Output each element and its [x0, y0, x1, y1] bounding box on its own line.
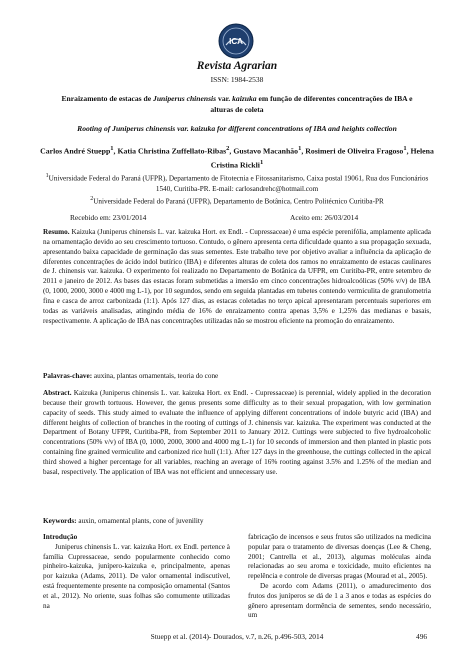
author: Carlos André Stuepp — [40, 146, 111, 156]
author-affil-mark: 1 — [110, 145, 114, 152]
keywords-pt — [43, 372, 431, 382]
abstract-paragraph — [43, 389, 431, 514]
article-title-pt — [50, 94, 424, 115]
author: , Rosimeri de Oliveira Fragoso — [301, 146, 404, 156]
intro-left-text: Juniperus chinensis L. var. kaizuka Hort. ex Endl. pertence à família Cupressaceae, sendo popularmente conhecido como pinheiro-kaizuka, junípero-kaizuka e, principalmente, apenas por kaizuka (Adams, 2011). De valor ornamental indiscutível, está frequentemente presente na composição ornamental (Santos et al., 2012). No oriente, suas folhas são comumente utilizadas na — [43, 542, 230, 610]
affiliation-2 — [40, 194, 434, 207]
affiliation-mark: 2 — [90, 195, 94, 202]
journal-title: Revista Agrarian — [196, 60, 278, 72]
author-list — [26, 143, 448, 170]
footer-citation: Stuepp et al. (2014)- Dourados, v.7, n.26, p.496-503, 2014 — [150, 632, 324, 641]
title-pt-part: em função de diferentes concentrações de IBA e alturas de coleta — [210, 94, 413, 114]
issn: ISSN: 1984-2538 — [210, 75, 264, 84]
affiliation-1 — [40, 171, 434, 194]
resumo-paragraph — [43, 228, 431, 359]
intro-right-text-2: De acordo com Adams (2011), o amadurecimento dos frutos dos juníperos se dá de 1 a 3 anos e todas as espécies do gênero apresentam dormência de sementes, sendo necessário, um — [248, 581, 431, 620]
author-affil-mark: 1 — [298, 145, 302, 152]
author-affil-mark: 1 — [259, 158, 264, 166]
keywords-pt-label: Palavras-chave: — [43, 372, 93, 380]
affiliation-text: Universidade Federal do Paraná (UFPR), Departamento de Fitotecnia e Fitossanitarismo, Caixa postal 19061, Rua dos Funcionários 1540, Curitiba-PR. E-mail: carlosandrehc@hotmail.com — [48, 174, 429, 193]
author: , Katia Christina Zuffellato-Ribas — [113, 146, 227, 156]
author: , Gustavo Macanhão — [229, 146, 299, 156]
page-number: 496 — [416, 632, 428, 641]
affiliation-mark: 1 — [45, 173, 49, 179]
journal-logo — [218, 23, 254, 59]
title-pt-variety: kaizuka — [232, 94, 257, 103]
keywords-pt-text: auxina, plantas ornamentais, teoria do cone — [92, 372, 219, 380]
resumo-label: Resumo. — [43, 228, 70, 236]
title-pt-part: Enraizamento de estacas de — [61, 94, 154, 103]
author: , Helena Cristina Rickli — [210, 146, 434, 170]
keywords-en — [43, 517, 431, 527]
author-affil-mark: 2 — [226, 145, 230, 152]
keywords-en-text: auxin, ornamental plants, cone of juvenility — [76, 517, 204, 525]
abstract-text: Kaizuka (Juniperus chinensis L. var. kaizuka Hort. ex Endl. - Cupressaceae) is perennial, widely applied in the decoration because their growth tortuous. However, the genus presents some difficulty as to their sexual propagation, with low germination capacity of seeds. This study aimed to evaluate the influence of applying different concentrations of indole butyric acid (IBA) and different heights of collection of branches in the rooting of cuttings of J. chinensis var. kaizuka. The experiment was conducted at the Department of Botany UFPR, Curitiba-PR, from September 2011 to January 2012. Cuttings were subjected to five hydroalcoholic concentrations (50% v/v) of IBA (0, 1000, 2000, 3000 and 4000 mg L-1) for 10 seconds of immersion and then planted in plastic pots containing fine grained vermiculite and carbonized rice hull (1:1). After 127 days in the greenhouse, the cuttings collected in the apical third showed a higher percentage for all variables, reaching an average of 16% rooting against 3.5% and 1.25% of the median and basal, respectively. The application of IBA was not efficient and unnecessary use. — [43, 389, 431, 476]
intro-right-text: fabricação de incensos e seus frutos são utilizados na medicina popular para o tratamento de diversas doenças (Lee & Cheng, 2001; Cantrella et al., 2013), algumas moléculas ainda relacionadas ao seu aroma e toxicidade, muito eficientes na repelência e controle de diversas pragas (Mourad et al., 2005). — [248, 533, 431, 581]
title-pt-part: var. — [216, 94, 233, 103]
author-affil-mark: 1 — [403, 145, 407, 152]
affiliations — [40, 171, 434, 207]
title-pt-species: Juniperus chinensis — [153, 94, 217, 103]
intro-heading: Introdução — [43, 533, 78, 541]
affiliation-text: Universidade Federal do Paraná (UFPR), Departamento de Botânica, Centro Politécnico Curitiba-PR — [93, 197, 384, 206]
accepted-date: Aceito em: 26/03/2014 — [290, 213, 359, 222]
logo-text: ICA — [229, 37, 243, 46]
resumo-text: Kaizuka (Juniperus chinensis L. var. kaizuka Hort. ex Endl. - Cupressaceae) é uma espécie perenifólia, amplamente aplicada na ornamentação devido ao seu crescimento tortuoso. Contudo, o gênero apresenta certa dificuldade quanto a sua propagação sexuada, apresentando baixa capacidade de germinação das suas sementes. Este trabalho teve por objetivo avaliar a influência da aplicação de diferentes concentrações de ácido indol butírico (IBA) e diferentes alturas de coleta dos ramos no enraizamento de estacas caulinares de J. chinensis var. kaizuka. O experimento foi realizado no Departamento de Botânica da UFPR, em Curitiba-PR, entre setembro de 2011 e janeiro de 2012. As bases das estacas foram submetidas a imersão em cinco concentrações hidroalcoólicas (50% v/v) de IBA (0, 1000, 2000, 3000 e 4000 mg L-1), por 10 segundos, sendo em seguida plantadas em tubetes contendo vermiculita de granulometria fina e casca de arroz carbonizada (1:1). Após 127 dias, as estacas coletadas no terço apical apresentaram percentuais superiores em todas as variáveis analisadas, atingindo média de 16% de enraizamento contra apenas 3,5% e 1,25% das medianas e basais, respectivamente. A aplicação de IBA nas concentrações utilizadas não se mostrou eficiente na promoção do enraizamento. — [43, 228, 431, 325]
intro-left-column — [43, 533, 230, 620]
article-title-en: Rooting of Juniperus chinensis var. kaizuka for different concentrations of IBA and heights collection — [77, 124, 397, 133]
received-date: Recebido em: 23/01/2014 — [70, 213, 147, 222]
keywords-en-label: Keywords: — [43, 517, 77, 525]
abstract-label: Abstract. — [43, 389, 72, 397]
intro-right-column — [248, 533, 431, 620]
